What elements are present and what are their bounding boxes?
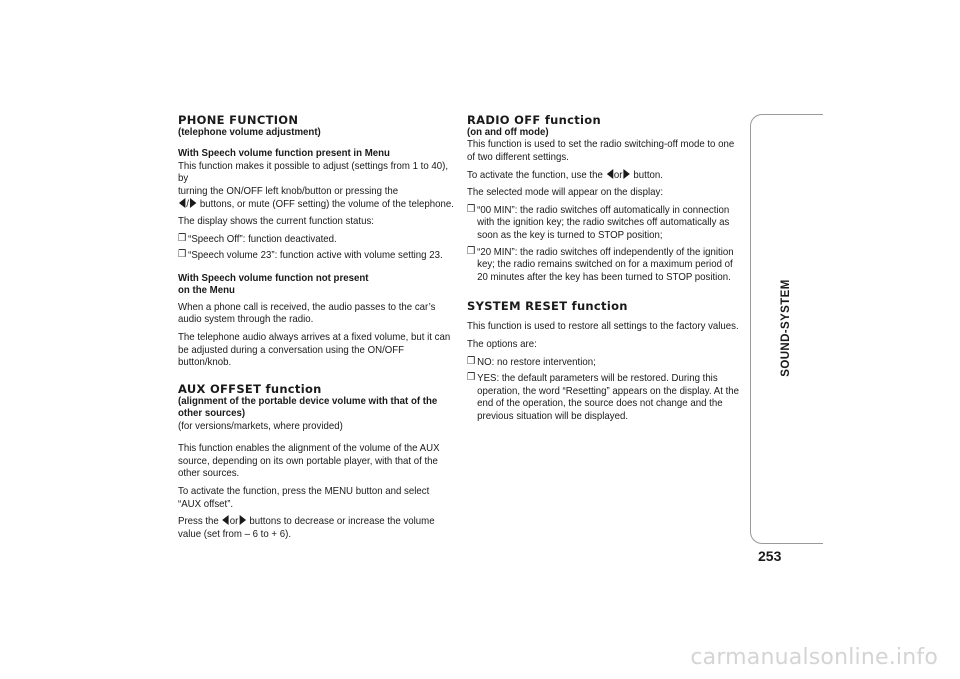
left-arrow-icon bbox=[179, 198, 185, 208]
speech-absent-line2: on the Menu bbox=[178, 284, 235, 297]
phone-paragraph-4: The telephone audio always arrives at a fixed volume, but it can be adjusted during a conversation using the ON/OFF button/knob. bbox=[178, 330, 451, 369]
phone-function-heading: PHONE FUNCTION bbox=[178, 113, 299, 127]
left-arrow-icon bbox=[606, 169, 612, 179]
radio-off-bullet-1 bbox=[467, 204, 744, 242]
phone-p1-sep: / bbox=[186, 197, 189, 210]
aux-paragraph-3 bbox=[178, 515, 454, 540]
right-column bbox=[467, 114, 743, 427]
phone-function-subtitle: (telephone volume adjustment) bbox=[178, 126, 321, 138]
radio-off-heading: RADIO OFF function bbox=[467, 113, 601, 127]
checkbox-bullet-icon: ❒ bbox=[178, 232, 187, 244]
phone-bullet-2 bbox=[178, 249, 455, 262]
left-column bbox=[178, 114, 454, 545]
left-arrow-icon bbox=[222, 515, 228, 525]
radio-off-bullet-2-text: “20 MIN”: the radio switches off independently of the ignition key; the radio remains switched on for a maximum period of 20 minutes after the key has been turned to STOP position. bbox=[477, 245, 734, 283]
aux-p3-pre: Press the bbox=[178, 515, 219, 528]
reset-bullet-1-text: NO: no restore intervention; bbox=[477, 355, 596, 368]
phone-bullet-1-text: “Speech Off”: function deactivated. bbox=[188, 232, 337, 245]
checkbox-bullet-icon: ❒ bbox=[467, 355, 476, 367]
radio-off-paragraph-3: The selected mode will appear on the display: bbox=[467, 186, 664, 199]
checkbox-bullet-icon: ❒ bbox=[178, 249, 187, 261]
section-side-label: SOUND-SYSTEM bbox=[780, 279, 792, 377]
phone-p1-line3: buttons, or mute (OFF setting) the volume of the telephone. bbox=[199, 197, 454, 210]
phone-paragraph-3: When a phone call is received, the audio passes to the car’s audio system through the radio. bbox=[178, 300, 436, 326]
radio-off-paragraph-2 bbox=[467, 169, 743, 182]
aux-offset-heading: AUX OFFSET function bbox=[178, 381, 322, 396]
reset-paragraph-2: The options are: bbox=[467, 337, 537, 350]
radio-off-p2-pre: To activate the function, use the bbox=[467, 168, 603, 181]
checkbox-bullet-icon: ❒ bbox=[467, 203, 476, 215]
watermark: carmanualsonline.info bbox=[690, 645, 938, 670]
phone-bullet-1 bbox=[178, 233, 455, 246]
reset-paragraph-1: This function is used to restore all settings to the factory values. bbox=[467, 320, 739, 333]
radio-off-subtitle: (on and off mode) bbox=[467, 126, 549, 138]
radio-off-p2-or: or bbox=[613, 168, 623, 181]
aux-paragraph-1: This function enables the alignment of the volume of the AUX source, depending on its own portable player, with that of the other sources. bbox=[178, 442, 440, 480]
reset-bullet-2 bbox=[467, 372, 744, 422]
phone-paragraph-2: The display shows the current function status: bbox=[178, 215, 374, 228]
aux-offset-note: (for versions/markets, where provided) bbox=[178, 419, 343, 432]
speech-present-heading: With Speech volume function present in Menu bbox=[178, 147, 390, 160]
checkbox-bullet-icon: ❒ bbox=[467, 372, 476, 384]
aux-p3-or: or bbox=[229, 515, 239, 528]
phone-paragraph-1 bbox=[178, 160, 454, 210]
right-arrow-icon bbox=[623, 169, 629, 179]
right-arrow-icon bbox=[239, 515, 245, 525]
phone-p1-line1: This function makes it possible to adjust (settings from 1 to 40), by bbox=[178, 159, 449, 185]
aux-offset-subtitle: (alignment of the portable device volume with that of the other sources) bbox=[178, 394, 438, 420]
reset-bullet-2-text: YES: the default parameters will be restored. During this operation, the word “Resetting” appears on the display. At the end of the operation, the source does not change and the previous situation will be displayed. bbox=[477, 372, 740, 422]
page-number: 253 bbox=[758, 548, 782, 564]
right-arrow-icon bbox=[190, 198, 196, 208]
radio-off-paragraph-1: This function is used to set the radio switching-off mode to one of two different settings. bbox=[467, 138, 735, 163]
aux-paragraph-2: To activate the function, press the MENU button and select “AUX offset”. bbox=[178, 484, 430, 510]
checkbox-bullet-icon: ❒ bbox=[467, 245, 476, 257]
reset-bullet-1 bbox=[467, 356, 744, 369]
phone-bullet-2-text: “Speech volume 23”: function active with volume setting 23. bbox=[188, 249, 443, 262]
radio-off-bullet-2 bbox=[467, 246, 744, 284]
speech-absent-heading bbox=[178, 272, 454, 297]
aux-p3-post: buttons to decrease or increase the volume value (set from – 6 to + 6). bbox=[178, 515, 435, 540]
phone-p1-line2: turning the ON/OFF left knob/button or pressing the bbox=[178, 185, 399, 197]
radio-off-p2-post: button. bbox=[633, 168, 663, 181]
speech-absent-line1: With Speech volume function not present bbox=[178, 271, 369, 284]
radio-off-bullet-1-text: “00 MIN”: the radio switches off automatically in connection with the ignition key; the radio switches off automatically as soon as the key is turned to STOP position; bbox=[477, 203, 730, 241]
system-reset-heading: SYSTEM RESET function bbox=[467, 299, 628, 314]
